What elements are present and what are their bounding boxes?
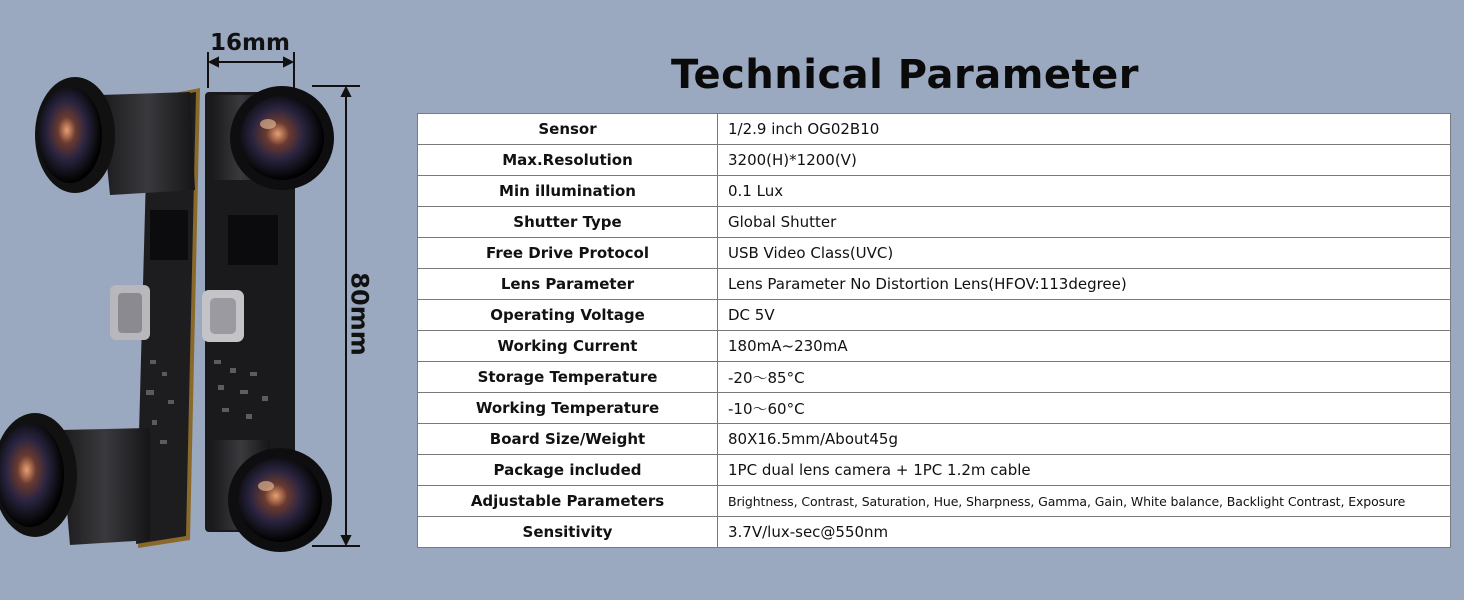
- spec-label: Max.Resolution: [418, 145, 718, 176]
- camera-module-illustration: [0, 0, 400, 600]
- spec-label: Adjustable Parameters: [418, 486, 718, 517]
- spec-label: Sensitivity: [418, 517, 718, 548]
- table-row: [418, 486, 1451, 517]
- table-row: [418, 145, 1451, 176]
- spec-label: Operating Voltage: [418, 300, 718, 331]
- table-row: [418, 517, 1451, 548]
- height-label: 80mm: [345, 272, 374, 356]
- table-row: [418, 455, 1451, 486]
- spec-label: Board Size/Weight: [418, 424, 718, 455]
- spec-value: DC 5V: [718, 300, 1451, 331]
- table-row: [418, 424, 1451, 455]
- table-row: [418, 300, 1451, 331]
- table-row: [418, 176, 1451, 207]
- spec-value: 80X16.5mm/About45g: [718, 424, 1451, 455]
- table-row: [418, 393, 1451, 424]
- spec-value: 1PC dual lens camera + 1PC 1.2m cable: [718, 455, 1451, 486]
- spec-value: 3.7V/lux-sec@550nm: [718, 517, 1451, 548]
- spec-label: Package included: [418, 455, 718, 486]
- rear-top-lens: [35, 77, 195, 195]
- spec-label: Free Drive Protocol: [418, 238, 718, 269]
- width-label: 16mm: [210, 30, 290, 56]
- spec-value: 1/2.9 inch OG02B10: [718, 114, 1451, 145]
- width-dimension-line: [208, 52, 294, 88]
- spec-value: USB Video Class(UVC): [718, 238, 1451, 269]
- spec-label: Min illumination: [418, 176, 718, 207]
- spec-value: Lens Parameter No Distortion Lens(HFOV:113degree): [718, 269, 1451, 300]
- spec-value: Brightness, Contrast, Saturation, Hue, Sharpness, Gamma, Gain, White balance, Backlight Contrast, Exposure: [718, 486, 1451, 517]
- table-row: [418, 238, 1451, 269]
- spec-value: Global Shutter: [718, 207, 1451, 238]
- front-top-lens: [212, 86, 334, 190]
- spec-label: Sensor: [418, 114, 718, 145]
- spec-value: 180mA~230mA: [718, 331, 1451, 362]
- spec-label: Storage Temperature: [418, 362, 718, 393]
- spec-value: -10～60°C: [718, 393, 1451, 424]
- table-row: [418, 331, 1451, 362]
- table-row: [418, 207, 1451, 238]
- page-title: Technical Parameter: [670, 52, 1140, 98]
- spec-value: 0.1 Lux: [718, 176, 1451, 207]
- spec-label: Working Current: [418, 331, 718, 362]
- spec-label: Shutter Type: [418, 207, 718, 238]
- rear-bottom-lens: [0, 413, 150, 545]
- table-row: [418, 114, 1451, 145]
- spec-value: 3200(H)*1200(V): [718, 145, 1451, 176]
- spec-value: -20～85°C: [718, 362, 1451, 393]
- spec-table: [417, 113, 1451, 548]
- spec-label: Lens Parameter: [418, 269, 718, 300]
- spec-label: Working Temperature: [418, 393, 718, 424]
- front-bottom-lens: [212, 440, 332, 552]
- table-row: [418, 269, 1451, 300]
- table-row: [418, 362, 1451, 393]
